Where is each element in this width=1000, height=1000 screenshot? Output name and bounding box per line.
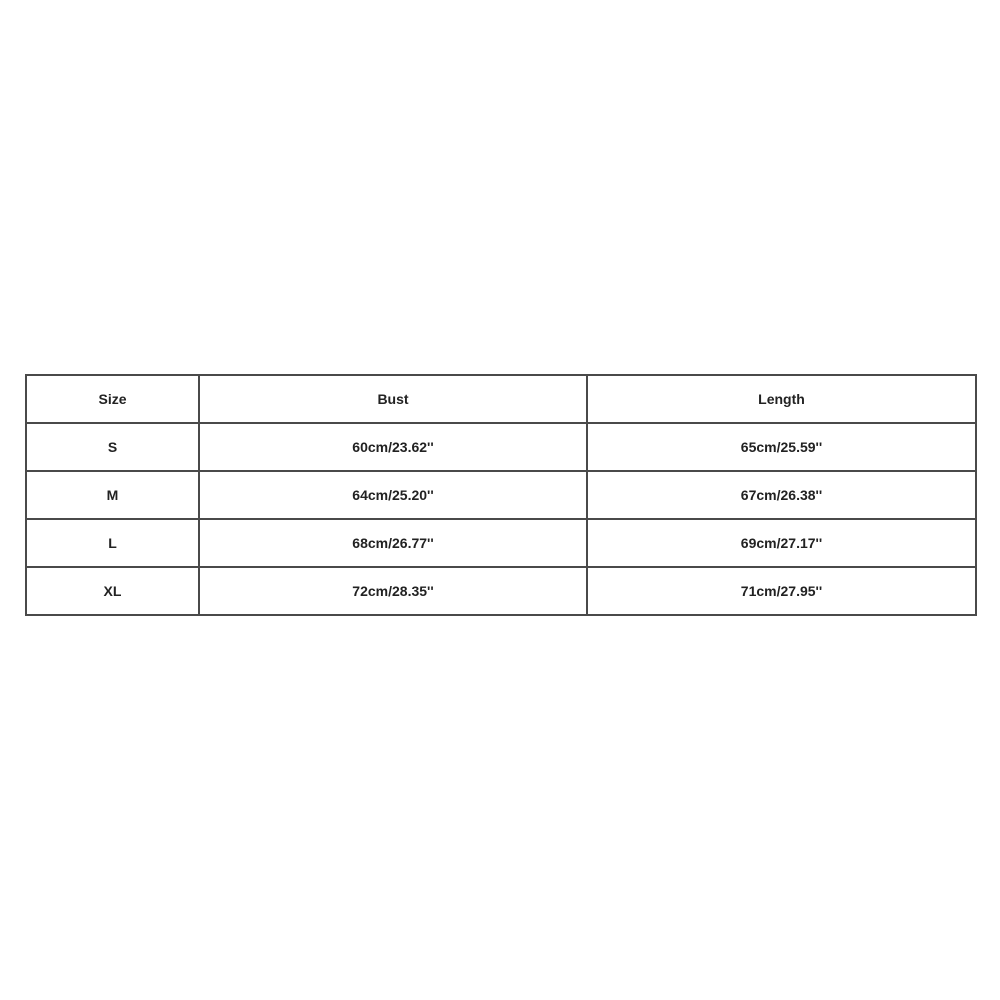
cell-bust: 72cm/28.35'' [199, 567, 587, 615]
cell-bust: 64cm/25.20'' [199, 471, 587, 519]
size-chart-table [25, 374, 977, 616]
cell-size: M [26, 471, 199, 519]
cell-bust: 60cm/23.62'' [199, 423, 587, 471]
header-bust: Bust [199, 375, 587, 423]
table-row [26, 567, 976, 615]
table-header-row [26, 375, 976, 423]
table-row [26, 423, 976, 471]
table-row [26, 519, 976, 567]
cell-size: S [26, 423, 199, 471]
cell-length: 71cm/27.95'' [587, 567, 976, 615]
cell-length: 65cm/25.59'' [587, 423, 976, 471]
cell-size: XL [26, 567, 199, 615]
cell-length: 69cm/27.17'' [587, 519, 976, 567]
cell-size: L [26, 519, 199, 567]
header-size: Size [26, 375, 199, 423]
header-length: Length [587, 375, 976, 423]
cell-length: 67cm/26.38'' [587, 471, 976, 519]
table-row [26, 471, 976, 519]
cell-bust: 68cm/26.77'' [199, 519, 587, 567]
